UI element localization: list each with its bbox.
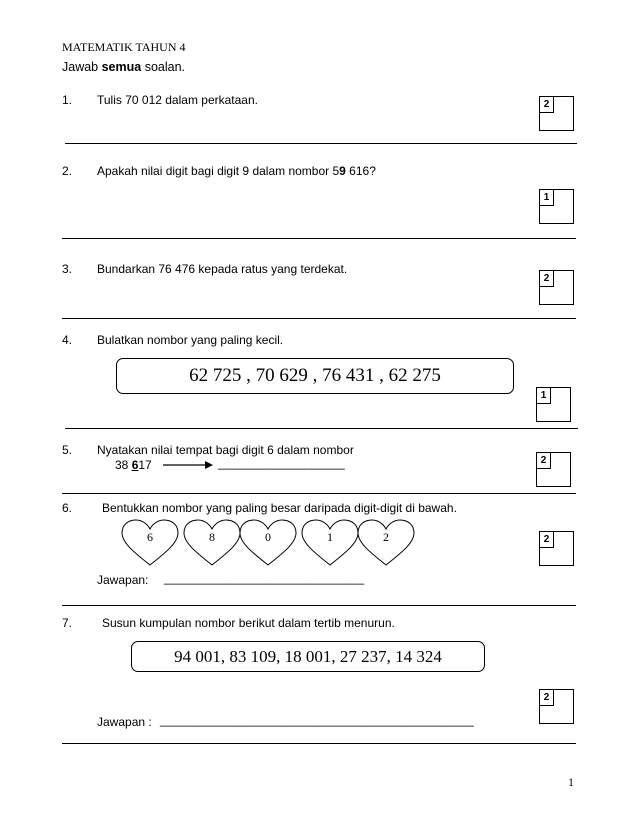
divider (62, 493, 576, 494)
question-2-text-post: 616? (345, 164, 376, 178)
heart-digit-4 (300, 519, 360, 567)
question-6-answer-label: Jawapan: (97, 573, 149, 587)
question-1-mark: 2 (540, 97, 554, 113)
question-5-number-pre: 38 (115, 458, 132, 472)
question-7-mark: 2 (540, 690, 554, 706)
question-5-number-post: 17 (138, 458, 152, 472)
question-2-mark: 1 (540, 190, 554, 206)
divider (62, 605, 576, 606)
question-5-mark-box (536, 452, 571, 487)
question-6-mark-box (539, 531, 574, 566)
question-5-number: 5. (62, 443, 73, 457)
question-5-text: Nyatakan nilai tempat bagi digit 6 dalam nombor (97, 443, 354, 457)
question-6-text: Bentukkan nombor yang paling besar daripada digit-digit di bawah. (102, 501, 457, 515)
question-2-number: 2. (62, 164, 73, 178)
question-7-answer-line[interactable]: _______________________________________________ (160, 713, 474, 727)
question-3-text: Bundarkan 76 476 kepada ratus yang terdekat. (97, 262, 348, 276)
arrow-right-icon (163, 459, 213, 471)
heart-digit-1 (120, 519, 180, 567)
heart-digit-label: 6 (147, 530, 153, 544)
instruction (62, 60, 185, 74)
question-6-answer-line[interactable]: ______________________________ (164, 571, 365, 585)
question-3-mark: 2 (540, 271, 554, 287)
question-3-number: 3. (62, 262, 73, 276)
question-6-mark: 2 (540, 532, 554, 548)
heart-digit-label: 8 (209, 530, 215, 544)
instruction-bold: semua (101, 60, 142, 74)
question-2-text-bold: 9 (339, 164, 346, 178)
heart-digit-label: 2 (383, 530, 389, 544)
question-1-mark-box (539, 96, 574, 131)
question-3-mark-box (539, 270, 574, 305)
divider (65, 143, 577, 144)
heart-digit-5 (356, 519, 416, 567)
question-2-text (97, 164, 376, 178)
heart-digit-3 (238, 519, 298, 567)
worksheet-header: MATEMATIK TAHUN 4 (62, 40, 186, 54)
page-number: 1 (568, 775, 574, 789)
question-2-mark-box (539, 189, 574, 224)
divider (65, 428, 578, 429)
question-4-mark-box (536, 387, 571, 422)
question-7-answer-label: Jawapan : (97, 715, 152, 729)
question-5-underlined-digit: 6 (131, 458, 139, 472)
question-5-mark: 2 (537, 453, 551, 469)
number-list-box: 62 725 , 70 629 , 76 431 , 62 275 (116, 358, 514, 394)
heart-digit-2 (182, 519, 242, 567)
instruction-pre: Jawab (62, 60, 102, 74)
heart-digit-label: 1 (327, 530, 333, 544)
question-7-mark-box (539, 689, 574, 724)
divider (62, 743, 576, 744)
question-4-text: Bulatkan nombor yang paling kecil. (97, 333, 284, 347)
question-1-number: 1. (62, 93, 73, 107)
divider (62, 318, 576, 319)
question-2-text-pre: Apakah nilai digit bagi digit 9 dalam nombor 5 (97, 164, 340, 178)
question-6-number: 6. (62, 501, 73, 515)
question-5-number (115, 458, 152, 472)
instruction-post: soalan. (141, 60, 185, 74)
question-4-mark: 1 (537, 388, 551, 404)
question-7-text: Susun kumpulan nombor berikut dalam tertib menurun. (102, 616, 395, 630)
question-7-number: 7. (62, 616, 73, 630)
question-5-answer-line[interactable]: ___________________ (218, 456, 345, 470)
number-list-box: 94 001, 83 109, 18 001, 27 237, 14 324 (131, 641, 485, 672)
heart-digit-label: 0 (265, 530, 271, 544)
question-4-number: 4. (62, 333, 73, 347)
divider (62, 238, 576, 239)
question-1-text: Tulis 70 012 dalam perkataan. (97, 93, 258, 107)
